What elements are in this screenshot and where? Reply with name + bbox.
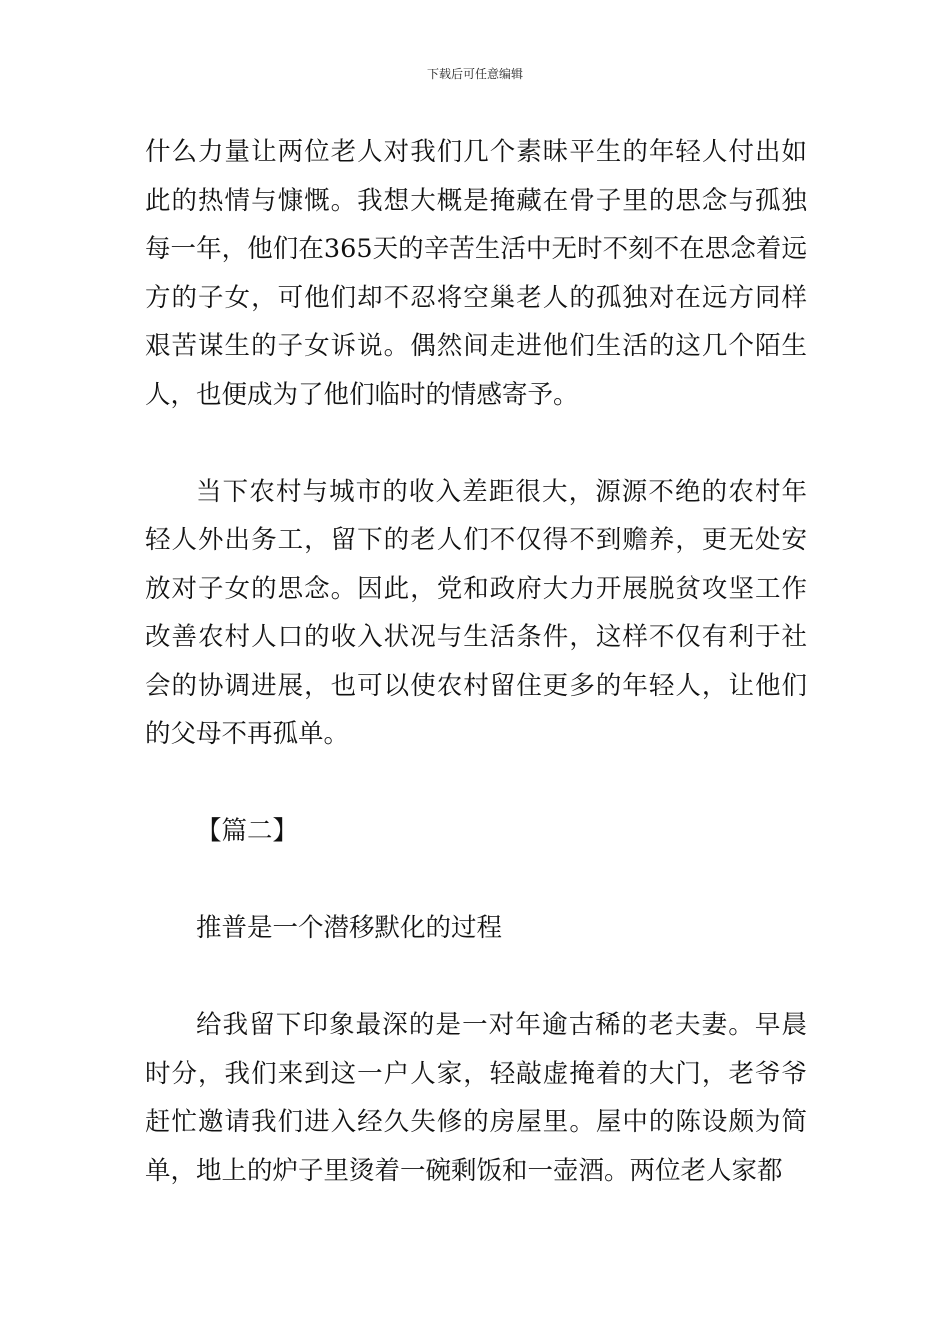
- paragraph-1: 什么力量让两位老人对我们几个素昧平生的年轻人付出如此的热情与慷慨。我想大概是掩藏在骨子里的思念与孤独每一年，他们在365天的辛苦生活中无时不刻不在思念着远方的子女，可他们却不忍将空巢老人的孤独对在远方同样艰苦谋生的子女诉说。偶然间走进他们生活的这几个陌生人，也便成为了他们临时的情感寄予。: [145, 137, 807, 410]
- section-label: 【篇二】: [196, 816, 299, 846]
- paragraph-3: 给我留下印象最深的是一对年逾古稀的老夫妻。早晨时分，我们来到这一户人家，轻敲虚掩着的大门，老爷爷赶忙邀请我们进入经久失修的房屋里。屋中的陈设颇为简单，地上的炉子里烫着一碗剩饭和一壶酒。两位老人家都: [145, 1010, 807, 1186]
- document-body: [145, 128, 807, 1195]
- paragraph-spacer: [145, 419, 807, 468]
- paragraph-spacer: [145, 759, 807, 808]
- paragraph-spacer: [145, 856, 807, 905]
- page-header: 下载后可任意编辑: [426, 67, 523, 81]
- paragraph-spacer: [145, 953, 807, 1002]
- section-subtitle: 推普是一个潜移默化的过程: [196, 913, 503, 943]
- paragraph-2: 当下农村与城市的收入差距很大，源源不绝的农村年轻人外出务工，留下的老人们不仅得不到赡养，更无处安放对子女的思念。因此，党和政府大力开展脱贫攻坚工作改善农村人口的收入状况与生活条件，这样不仅有利于社会的协调进展，也可以使农村留住更多的年轻人，让他们的父母不再孤单。: [145, 476, 807, 749]
